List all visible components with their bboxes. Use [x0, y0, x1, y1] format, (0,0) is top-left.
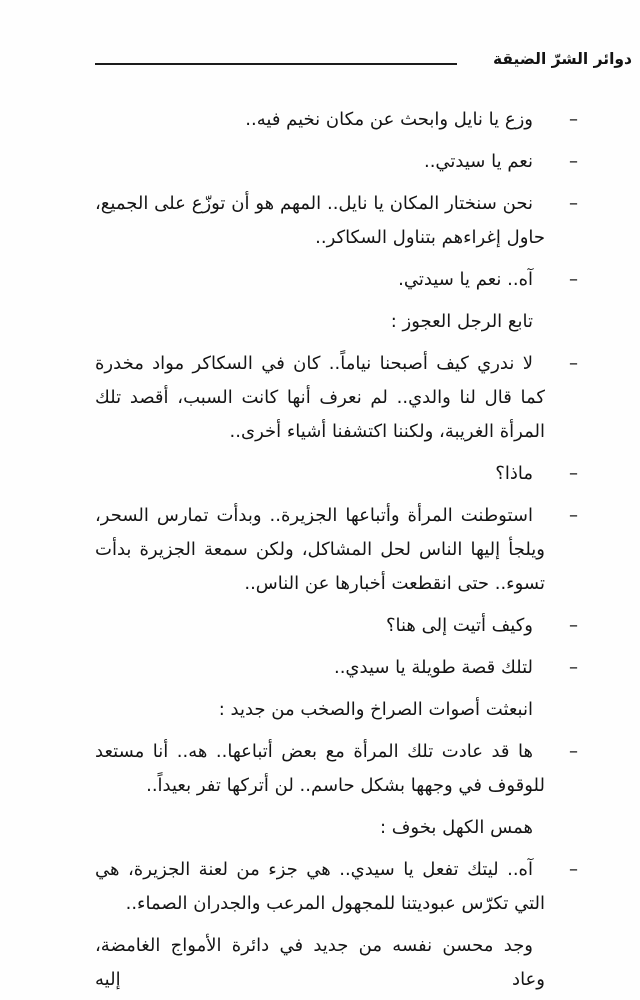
paragraph-text: آه.. ليتك تفعل يا سيدي.. هي جزء من لعنة الجزيرة، هي التي تكرّس عبوديتنا للمجهول المرعب والجدران الصماء.. — [95, 859, 545, 914]
narration-paragraph — [95, 693, 582, 727]
page-title: دوائر الشرّ الضيقة — [493, 50, 632, 68]
dialogue-dash-icon: – — [569, 463, 578, 484]
dialogue-dash-icon: – — [569, 109, 578, 130]
paragraph-text: آه.. نعم يا سيدتي. — [398, 269, 533, 290]
header-rule — [95, 63, 457, 65]
dialogue-paragraph — [95, 499, 582, 601]
page-body-text — [95, 103, 582, 1000]
paragraph-text: تابع الرجل العجوز : — [390, 311, 533, 332]
dialogue-paragraph — [95, 263, 582, 297]
dialogue-dash-icon: – — [569, 505, 578, 526]
dialogue-dash-icon: – — [569, 657, 578, 678]
dialogue-paragraph — [95, 145, 582, 179]
paragraph-text: استوطنت المرأة وأتباعها الجزيرة.. وبدأت تمارس السحر، ويلجأ إليها الناس لحل المشاكل، ولكن سمعة الجزيرة بدأت تسوء.. حتى انقطعت أخبارها عن الناس.. — [95, 505, 545, 594]
running-head — [95, 50, 632, 76]
paragraph-text: ماذا؟ — [495, 463, 533, 484]
narration-paragraph — [95, 811, 582, 845]
dialogue-paragraph — [95, 735, 582, 803]
dialogue-paragraph — [95, 651, 582, 685]
dialogue-paragraph — [95, 457, 582, 491]
narration-paragraph — [95, 929, 582, 997]
paragraph-text: انبعثت أصوات الصراخ والصخب من جديد : — [218, 699, 533, 720]
dialogue-paragraph — [95, 347, 582, 449]
dialogue-dash-icon: – — [569, 615, 578, 636]
paragraph-text: وجد محسن نفسه من جديد في دائرة الأمواج الغامضة، وعاد إليه — [95, 935, 545, 990]
paragraph-text: همس الكهل بخوف : — [379, 817, 533, 838]
narration-paragraph — [95, 305, 582, 339]
dialogue-paragraph — [95, 187, 582, 255]
paragraph-text: وكيف أتيت إلى هنا؟ — [385, 615, 533, 636]
paragraph-text: لا ندري كيف أصبحنا نياماً.. كان في السكاكر مواد مخدرة كما قال لنا والدي.. لم نعرف أنها كانت السبب، أقصد تلك المرأة الغريبة، ولكننا اكتشفنا أشياء أخرى.. — [95, 353, 545, 442]
paragraph-text: نعم يا سيدتي.. — [423, 151, 533, 172]
paragraph-text: ها قد عادت تلك المرأة مع بعض أتباعها.. هه.. أنا مستعد للوقوف في وجهها بشكل حاسم.. لن أتركها تفر بعيداً.. — [95, 741, 545, 796]
dialogue-dash-icon: – — [569, 269, 578, 290]
paragraph-text: وزع يا نايل وابحث عن مكان نخيم فيه.. — [245, 109, 533, 130]
dialogue-dash-icon: – — [569, 859, 578, 880]
dialogue-dash-icon: – — [569, 193, 578, 214]
dialogue-dash-icon: – — [569, 741, 578, 762]
dialogue-paragraph — [95, 609, 582, 643]
dialogue-dash-icon: – — [569, 353, 578, 374]
paragraph-text: لتلك قصة طويلة يا سيدي.. — [333, 657, 533, 678]
dialogue-dash-icon: – — [569, 151, 578, 172]
dialogue-paragraph — [95, 103, 582, 137]
paragraph-text: نحن سنختار المكان يا نايل.. المهم هو أن توزّع على الجميع، حاول إغراءهم بتناول السكاكر.. — [95, 193, 545, 248]
dialogue-paragraph — [95, 853, 582, 921]
